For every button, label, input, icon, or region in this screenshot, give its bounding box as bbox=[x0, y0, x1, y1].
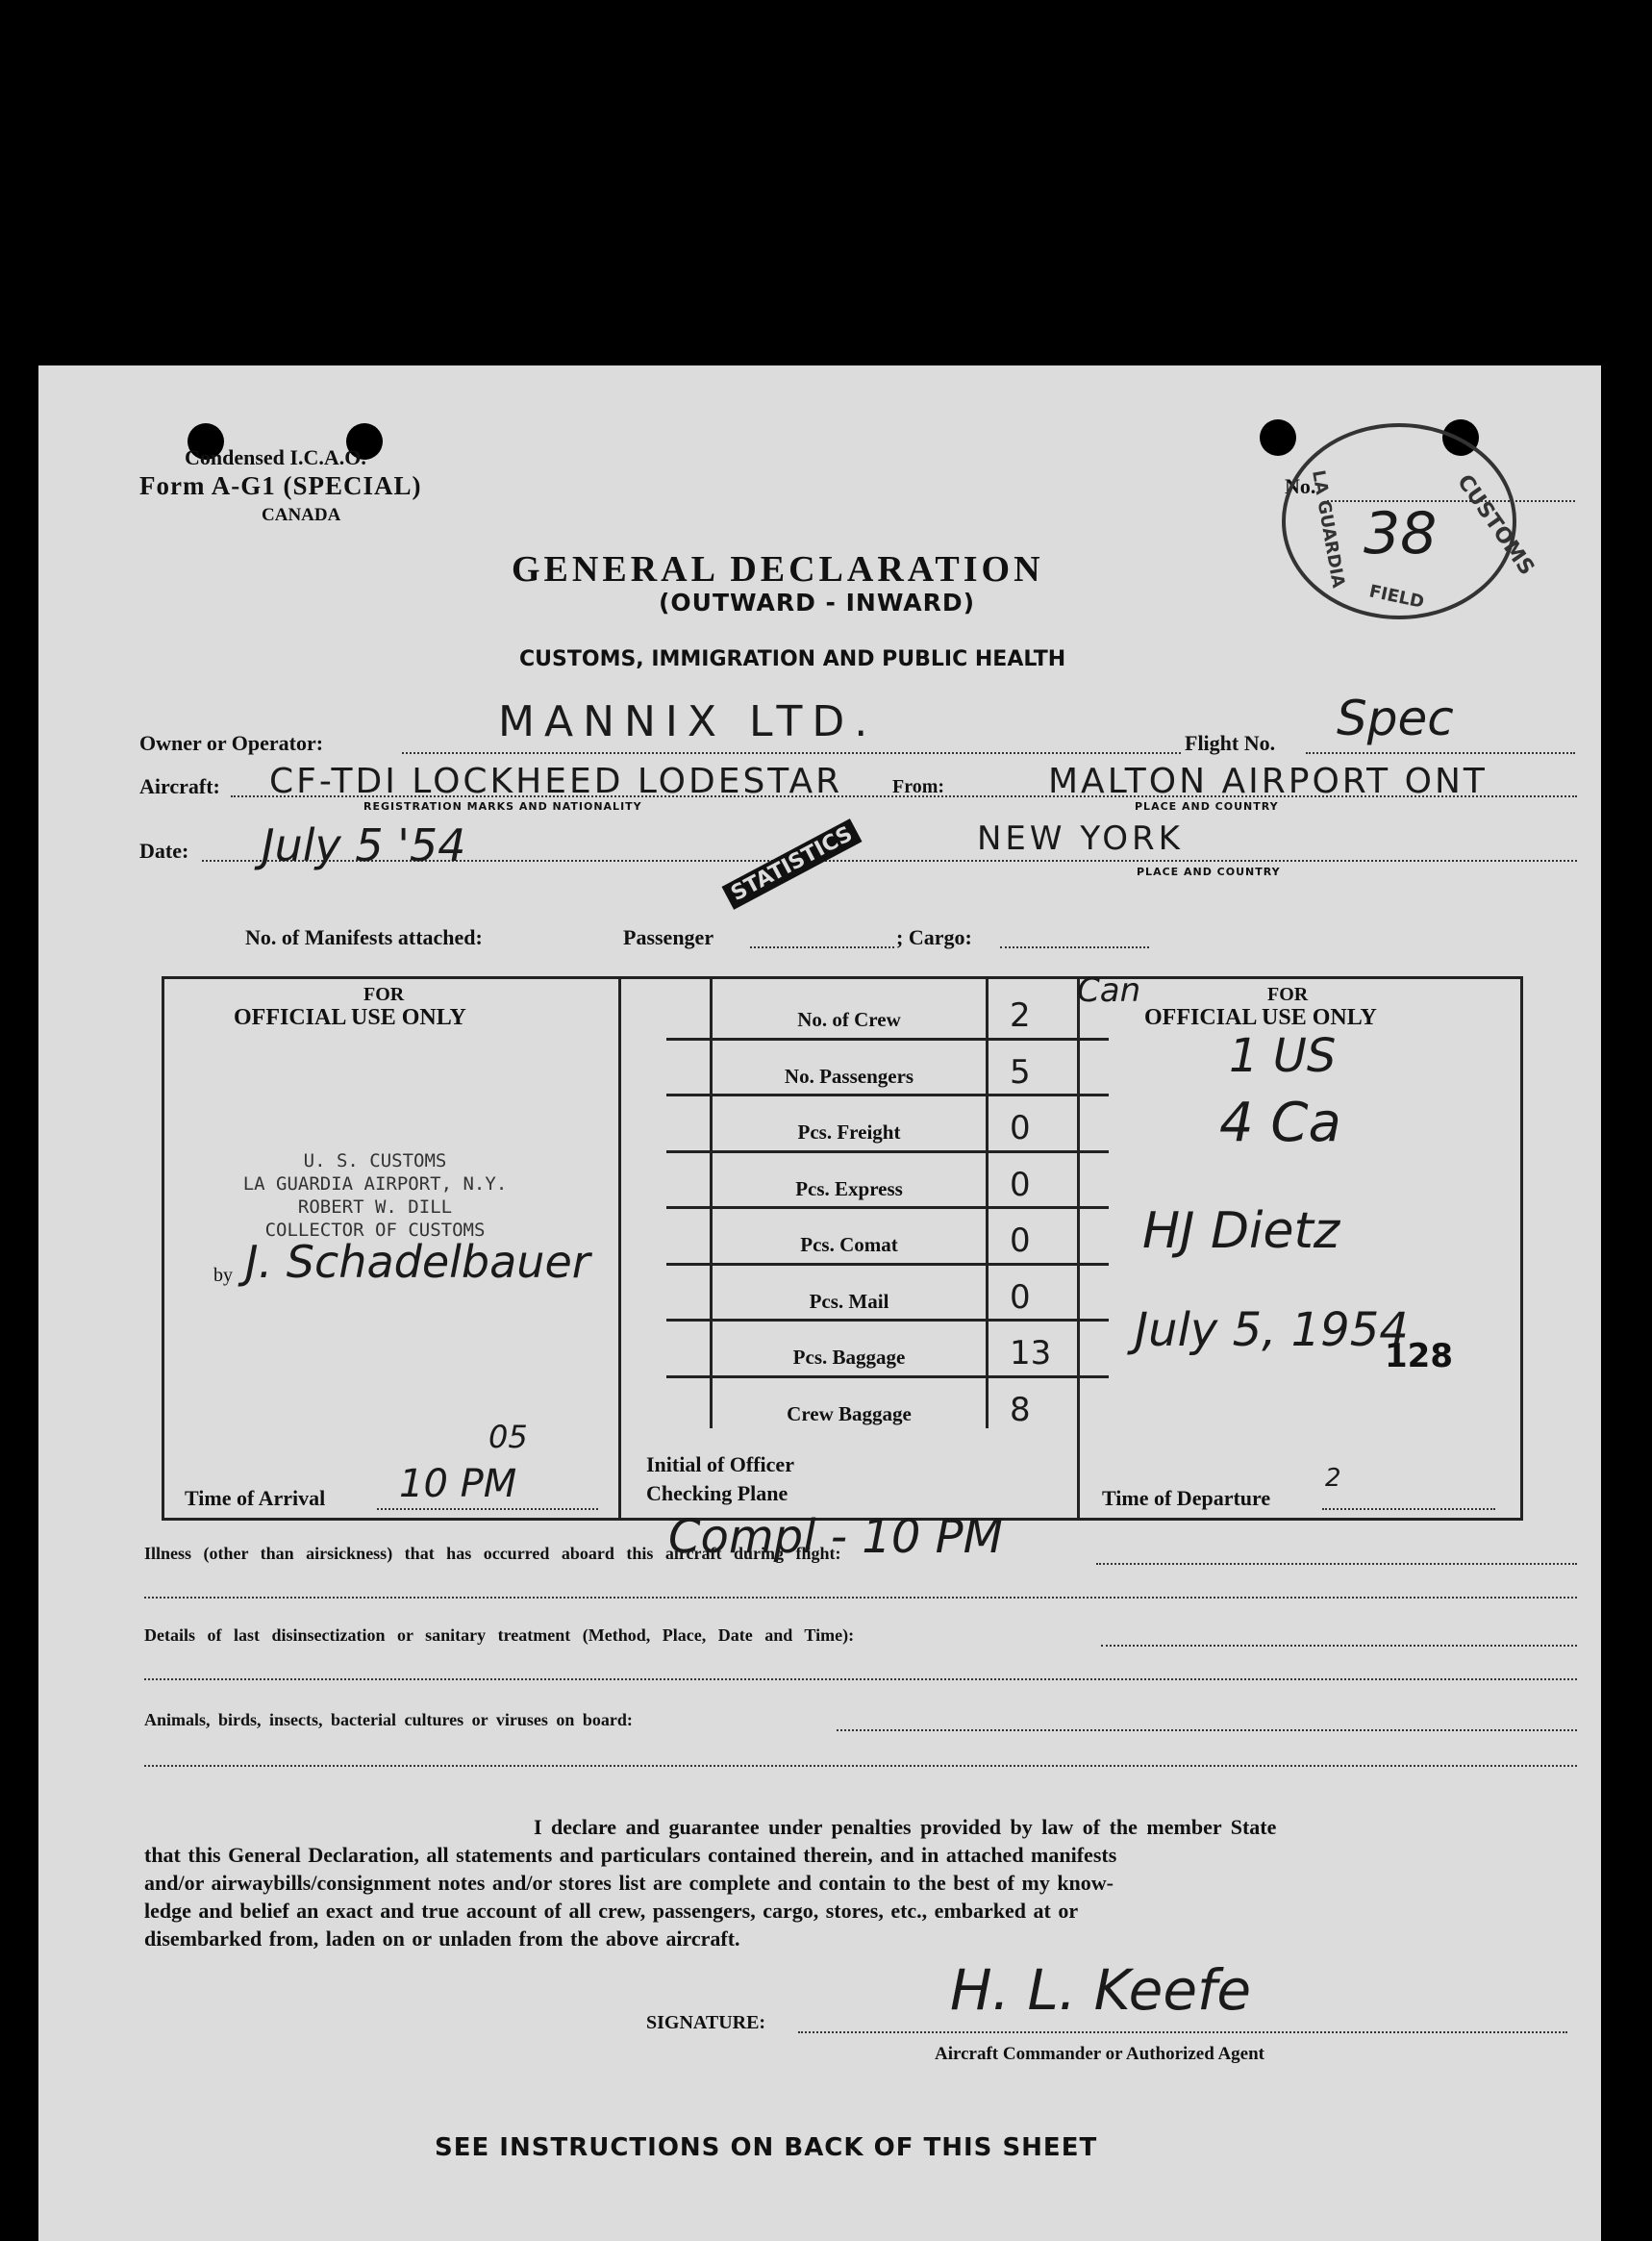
arrival-value: 10 PM bbox=[399, 1462, 517, 1506]
by-label: by bbox=[213, 1265, 233, 1286]
customs-block-line: ROBERT W. DILL bbox=[297, 1196, 453, 1218]
disinsect-line-2 bbox=[144, 1678, 1577, 1680]
svg-text:FIELD: FIELD bbox=[1366, 581, 1426, 613]
row-label: Pcs. Comat bbox=[800, 1233, 898, 1256]
departure-value: 2 bbox=[1325, 1464, 1341, 1493]
row-value: 13 bbox=[1010, 1334, 1052, 1372]
right-initials: HJ Dietz bbox=[1142, 1202, 1340, 1260]
row-label: Pcs. Mail bbox=[809, 1289, 889, 1313]
passengers-line bbox=[750, 946, 894, 948]
declaration-number: 38 bbox=[1364, 500, 1438, 567]
from-label: From: bbox=[892, 776, 945, 797]
signature-value: H. L. Keefe bbox=[950, 1957, 1252, 2023]
cargo-label: ; Cargo: bbox=[896, 925, 972, 949]
declaration-line: I declare and guarantee under penalties provided by law of the member State bbox=[534, 1815, 1277, 1839]
left-official-header-2: OFFICIAL USE ONLY bbox=[234, 1005, 466, 1030]
row-divider bbox=[666, 1319, 1109, 1322]
initial-label-1: Initial of Officer bbox=[646, 1452, 794, 1476]
row-value: 5 bbox=[1010, 1052, 1031, 1092]
right-note-ca: 4 Ca bbox=[1219, 1092, 1341, 1154]
form-line-1: Condensed I.C.A.O. bbox=[185, 445, 366, 469]
departure-label: Time of Departure bbox=[1102, 1486, 1271, 1510]
row-divider bbox=[666, 1263, 1109, 1266]
svg-text:CUSTOMS: CUSTOMS bbox=[1452, 470, 1539, 580]
right-official-header-2: OFFICIAL USE ONLY bbox=[1144, 1005, 1377, 1030]
row-value: 8 bbox=[1010, 1390, 1031, 1429]
signature-line bbox=[798, 2031, 1567, 2033]
disinsect-label: Details of last disinsectization or sanitary treatment (Method, Place, Date and Time): bbox=[144, 1625, 855, 1645]
row-value: 2 bbox=[1010, 996, 1031, 1035]
from-value: MALTON AIRPORT ONT bbox=[1048, 762, 1488, 801]
aircraft-value: CF-TDI LOCKHEED LODESTAR bbox=[269, 762, 843, 801]
animals-line bbox=[837, 1729, 1577, 1731]
form-line-2: Form A-G1 (SPECIAL) bbox=[139, 471, 422, 500]
row-value: 0 bbox=[1010, 1109, 1031, 1147]
declaration-line: and/or airwaybills/consignment notes and/or stores list are complete and contain to the best of my know- bbox=[144, 1871, 1114, 1895]
customs-block-line: LA GUARDIA AIRPORT, N.Y. bbox=[242, 1173, 508, 1195]
cargo-line bbox=[1000, 946, 1149, 948]
animals-label: Animals, birds, insects, bacterial cultures or viruses on board: bbox=[144, 1710, 633, 1729]
disinsect-line bbox=[1101, 1645, 1577, 1647]
owner-value: MANNIX LTD. bbox=[498, 697, 878, 746]
row-label: Crew Baggage bbox=[787, 1401, 912, 1425]
illness-value: Compl - 10 PM bbox=[668, 1510, 1003, 1564]
signature-label: SIGNATURE: bbox=[646, 2012, 766, 2033]
declaration-line: disembarked from, laden on or unladen from the above aircraft. bbox=[144, 1926, 740, 1951]
row-divider bbox=[666, 1038, 1109, 1041]
registration-caption: REGISTRATION MARKS AND NATIONALITY bbox=[363, 800, 642, 813]
illness-label: Illness (other than airsickness) that has occurred aboard this aircraft during flight: bbox=[144, 1544, 841, 1563]
table-divider bbox=[1077, 976, 1080, 1518]
right-official-header-1: FOR bbox=[1267, 984, 1309, 1005]
place-caption: PLACE AND COUNTRY bbox=[1135, 800, 1279, 813]
right-number: 128 bbox=[1385, 1337, 1453, 1375]
flight-line bbox=[1306, 752, 1575, 754]
customs-block-line: U. S. CUSTOMS bbox=[303, 1150, 447, 1171]
svg-text:LA GUARDIA: LA GUARDIA bbox=[1308, 468, 1349, 590]
declaration-line: that this General Declaration, all statements and particulars contained therein, and in attached manifests bbox=[144, 1843, 1117, 1867]
form-line-3: CANADA bbox=[262, 505, 341, 525]
row-label: Pcs. Freight bbox=[797, 1120, 901, 1144]
signature-caption: Aircraft Commander or Authorized Agent bbox=[935, 2044, 1265, 2064]
place-caption-2: PLACE AND COUNTRY bbox=[1137, 866, 1281, 878]
row-label: No. Passengers bbox=[784, 1064, 914, 1088]
row-value: 0 bbox=[1010, 1277, 1031, 1317]
arrival-line bbox=[377, 1508, 598, 1510]
page-subtitle: (OUTWARD - INWARD) bbox=[659, 589, 976, 617]
arrival-minutes: 05 bbox=[488, 1419, 528, 1455]
table-divider bbox=[618, 976, 621, 1518]
no-label: No. bbox=[1285, 474, 1316, 498]
date-value: July 5 '54 bbox=[262, 819, 466, 871]
arrival-label: Time of Arrival bbox=[185, 1486, 326, 1510]
departure-line bbox=[1322, 1508, 1495, 1510]
right-note-us: 1 US bbox=[1229, 1029, 1337, 1083]
declaration-line: ledge and belief an exact and true account of all crew, passengers, cargo, stores, etc., embarked at or bbox=[144, 1899, 1079, 1923]
animals-line-2 bbox=[144, 1765, 1577, 1767]
manifests-label: No. of Manifests attached: bbox=[245, 925, 483, 949]
illness-line bbox=[1096, 1563, 1577, 1565]
aircraft-label: Aircraft: bbox=[139, 774, 220, 798]
row-divider bbox=[666, 1094, 1109, 1096]
to-value: NEW YORK bbox=[977, 819, 1184, 858]
owner-label: Owner or Operator: bbox=[139, 731, 324, 755]
right-date: July 5, 1954 bbox=[1135, 1303, 1409, 1357]
row-value: 0 bbox=[1010, 1221, 1031, 1260]
date-label: Date: bbox=[139, 839, 189, 863]
row-label: No. of Crew bbox=[797, 1008, 901, 1031]
flight-value: Spec bbox=[1337, 691, 1454, 746]
row-divider bbox=[666, 1206, 1109, 1209]
by-signature: J. Schadelbauer bbox=[245, 1236, 590, 1288]
page-subtitle-2: CUSTOMS, IMMIGRATION AND PUBLIC HEALTH bbox=[519, 647, 1066, 671]
statistics-stamp: STATISTICS bbox=[722, 818, 863, 910]
crew-note: Can bbox=[1077, 971, 1141, 1010]
footer-instructions: SEE INSTRUCTIONS ON BACK OF THIS SHEET bbox=[435, 2133, 1098, 2162]
row-divider bbox=[666, 1150, 1109, 1153]
owner-line bbox=[402, 752, 1181, 754]
row-divider bbox=[666, 1375, 1109, 1378]
form-sheet bbox=[38, 365, 1601, 2241]
customs-block bbox=[216, 1149, 534, 1242]
initial-label-2: Checking Plane bbox=[646, 1481, 788, 1505]
left-official-header-1: FOR bbox=[363, 984, 405, 1005]
passengers-label: Passenger bbox=[623, 925, 714, 949]
table-divider bbox=[986, 976, 989, 1428]
customs-block-line: COLLECTOR OF CUSTOMS bbox=[264, 1220, 486, 1241]
illness-line-2 bbox=[144, 1597, 1577, 1599]
flight-label: Flight No. bbox=[1185, 731, 1276, 755]
page-title: GENERAL DECLARATION bbox=[512, 549, 1044, 590]
row-label: Pcs. Express bbox=[795, 1176, 903, 1200]
row-label: Pcs. Baggage bbox=[792, 1346, 906, 1369]
row-value: 0 bbox=[1010, 1165, 1031, 1204]
